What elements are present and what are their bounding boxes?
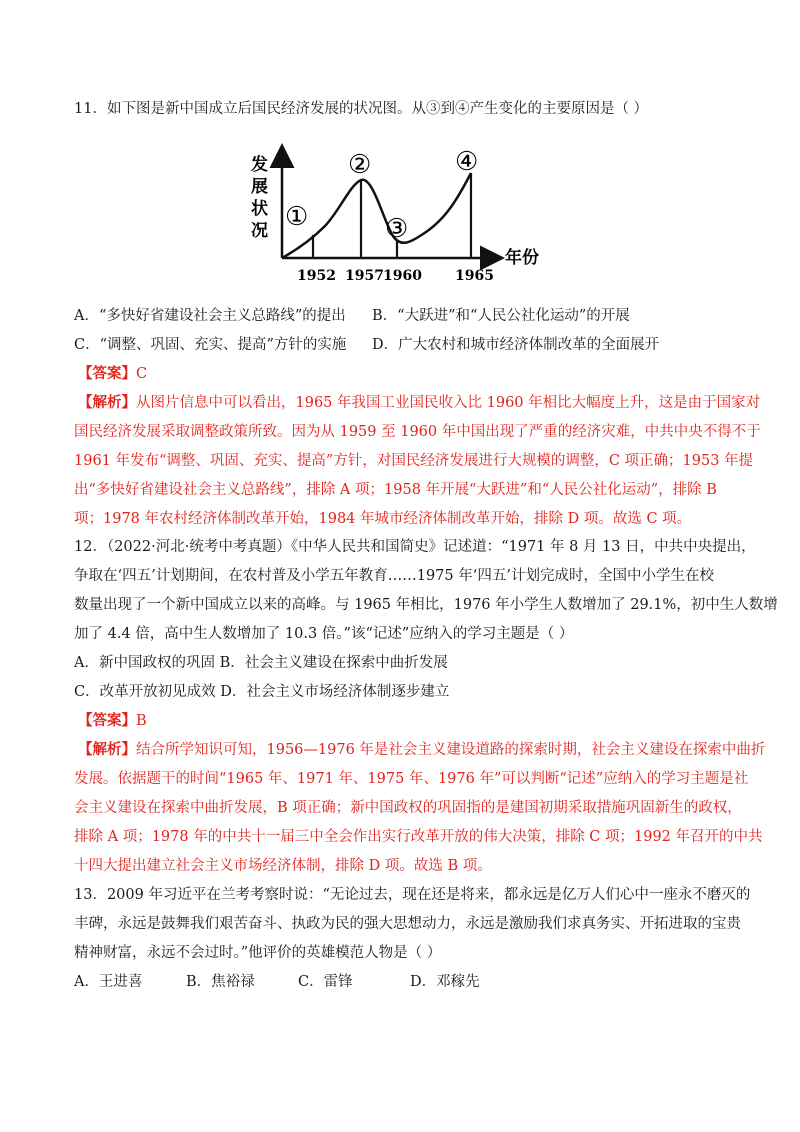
- q12-options-line: C．改革开放初见成效 D．社会主义市场经济体制逐步建立: [74, 684, 450, 700]
- point-label: ③: [385, 214, 409, 244]
- q11-analysis-line: [78, 393, 760, 413]
- q12-stem-line: 数量出现了一个新中国成立以来的高峰。与 1965 年相比，1976 年小学生人数增加了 29.1%，初中生人数增: [74, 597, 778, 613]
- q11-option-c: C．“调整、巩固、充实、提高”方针的实施: [74, 337, 347, 353]
- analysis-tag: 【解析】: [78, 394, 136, 411]
- answer-tag: 【答案】: [78, 712, 136, 729]
- year-label: 1957: [345, 268, 384, 284]
- ylabel-char: 展: [251, 177, 268, 197]
- q12-stem-line: 争取在‘四五’计划期间，在农村普及小学五年教育……1975 年‘四五’计划完成时，全国中小学生在校: [74, 568, 714, 584]
- q13-option-c: C．雷锋: [298, 974, 353, 990]
- point-label: ①: [285, 202, 309, 232]
- q13-stem-line: 13．2009 年习近平在兰考考察时说：“无论过去，现在还是将来，都永远是亿万人们心中一座永不磨灭的: [74, 887, 751, 903]
- q11-stem: 11．如下图是新中国成立后国民经济发展的状况图。从③到④产生变化的主要原因是（ ）: [74, 101, 649, 117]
- answer-tag: 【答案】: [78, 365, 136, 382]
- year-label: 1952: [297, 268, 336, 284]
- q13-option-a: A．王进喜: [74, 974, 143, 990]
- q11-analysis-line: 1961 年发布“调整、巩固、充实、提高”方针，对国民经济发展进行大规模的调整，C 项正确；1953 年提: [74, 453, 754, 469]
- q12-analysis-line: 排除 A 项；1978 年的中共十一届三中全会作出实行改革开放的伟大决策，排除 C 项；1992 年召开的中共: [74, 829, 763, 845]
- answer-value: B: [136, 713, 147, 729]
- q12-analysis-line: 发展。依据题干的时间“1965 年、1971 年、1975 年、1976 年”可以判断“记述”应纳入的学习主题是社: [74, 771, 749, 787]
- point-label: ②: [348, 150, 372, 180]
- xlabel: 年份: [505, 248, 539, 268]
- q12-analysis-line: [78, 740, 765, 760]
- q12-stem-line: 加了 4.4 倍，高中生人数增加了 10.3 倍。”该“记述”应纳入的学习主题是（ ）: [74, 626, 574, 642]
- q12-answer: [78, 711, 147, 731]
- q11-answer: [78, 364, 147, 384]
- answer-value: C: [136, 366, 148, 382]
- q12-stem-line: 12．（2022·河北·统考中考真题）《中华人民共和国简史》记述道：“1971 年 8 月 13 日，中共中央提出，: [74, 539, 756, 555]
- q13-option-d: D．邓稼先: [410, 974, 480, 990]
- point-label: ④: [455, 147, 479, 177]
- q13-stem-line: 丰碑，永远是鼓舞我们艰苦奋斗、执政为民的强大思想动力，永远是激励我们求真务实、开拓进取的宝贵: [74, 916, 741, 932]
- ylabel-char: 发: [251, 155, 268, 175]
- analysis-text: 结合所学知识可知，1956—1976 年是社会主义建设道路的探索时期，社会主义建设在探索中曲折: [136, 742, 766, 758]
- ylabel-char: 况: [251, 221, 268, 241]
- q13-stem-line: 精神财富，永远不会过时。”他评价的英雄模范人物是（ ）: [74, 945, 442, 961]
- development-curve: [282, 173, 471, 258]
- q13-option-b: B．焦裕禄: [186, 974, 255, 990]
- q12-analysis-line: 会主义建设在探索中曲折发展，B 项正确；新中国政权的巩固指的是建国初期采取措施巩固新生的政权，: [74, 800, 742, 816]
- q11-option-b: B．“大跃进”和“人民公社化运动”的开展: [372, 308, 630, 324]
- analysis-text: 从图片信息中可以看出，1965 年我国工业国民收入比 1960 年相比大幅度上升，这是由于国家对: [136, 395, 761, 411]
- q11-analysis-line: 项；1978 年农村经济体制改革开始，1984 年城市经济体制改革开始，排除 D 项。故选 C 项。: [74, 511, 692, 527]
- year-label: 1960: [383, 268, 422, 284]
- analysis-tag: 【解析】: [78, 741, 136, 758]
- q11-analysis-line: 出“多快好省建设社会主义总路线”，排除 A 项；1958 年开展“大跃进”和“人民公社化运动”，排除 B: [74, 482, 717, 498]
- q12-options-line: A．新中国政权的巩固 B．社会主义建设在探索中曲折发展: [74, 655, 448, 671]
- q11-option-d: D．广大农村和城市经济体制改革的全面展开: [372, 337, 660, 353]
- q11-analysis-line: 国民经济发展采取调整政策所致。因为从 1959 至 1960 年中国出现了严重的经济灾难，中共中央不得不于: [74, 424, 761, 440]
- q11-development-chart: [245, 140, 565, 290]
- year-label: 1965: [455, 268, 494, 284]
- q12-analysis-line: 十四大提出建立社会主义市场经济体制，排除 D 项。故选 B 项。: [74, 858, 492, 874]
- q11-option-a: A．“多快好省建设社会主义总路线”的提出: [74, 308, 346, 324]
- ylabel-char: 状: [251, 199, 268, 219]
